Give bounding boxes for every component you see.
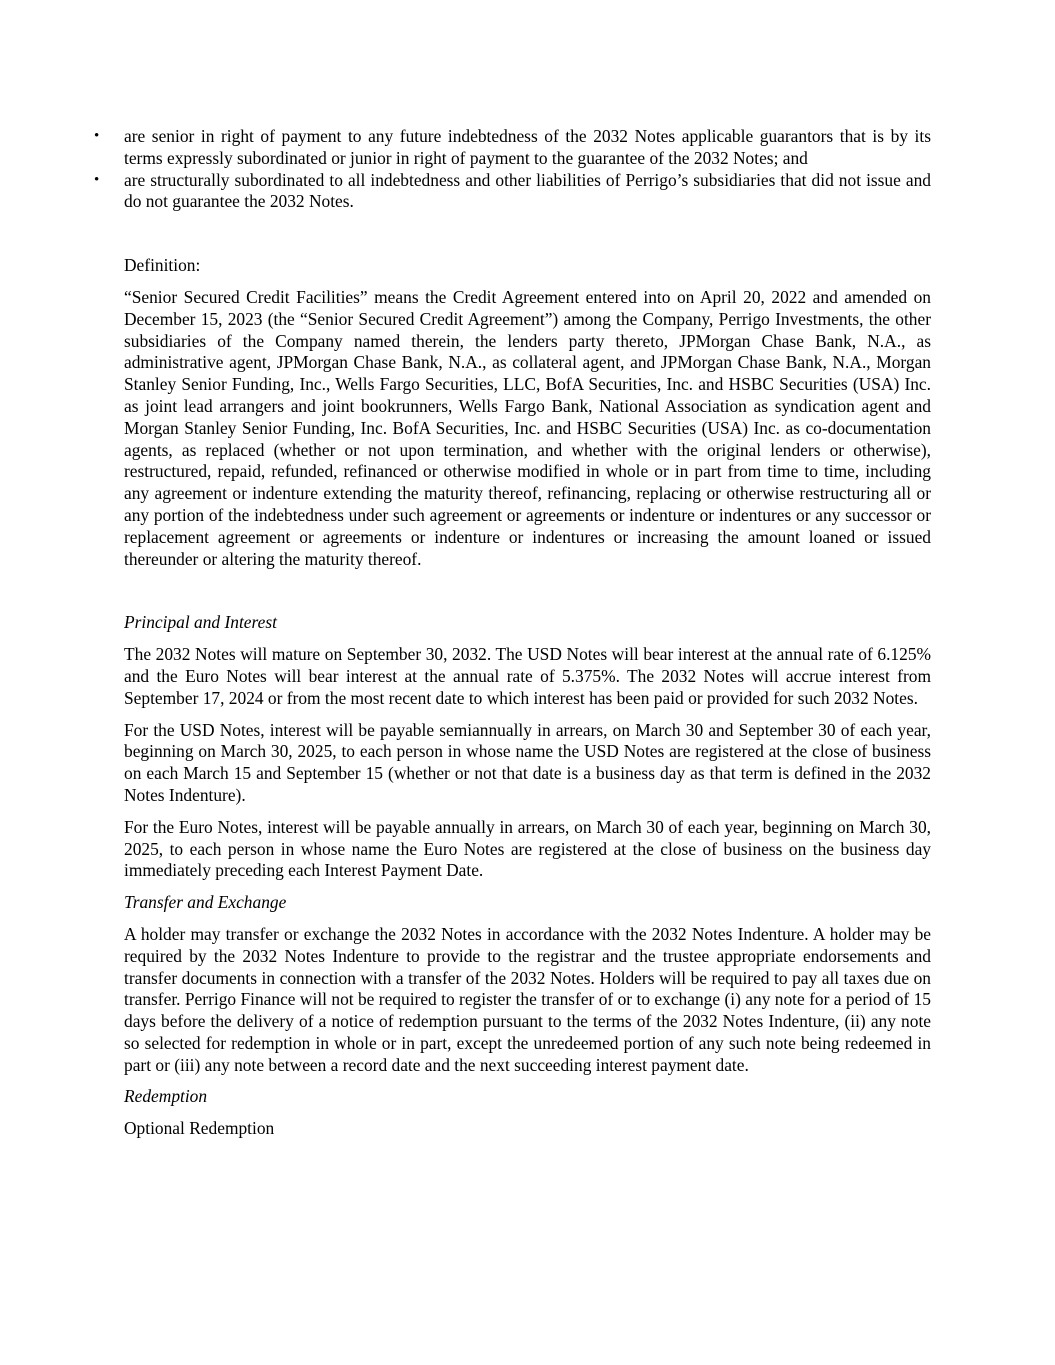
guarantee-bullet-list (94, 126, 931, 213)
document-body (94, 126, 931, 1140)
definition-paragraph: “Senior Secured Credit Facilities” means the Credit Agreement entered into on April 20, 2022 and amended on December 15, 2023 (the “Senior Secured Credit Agreement”) among the Company, Perrigo Investments, the other subsidiaries of the Company named therein, the lenders party thereto, JPMorgan Chase Bank, N.A., as administrative agent, JPMorgan Chase Bank, N.A., as collateral agent, and JPMorgan Chase Bank, N.A., Morgan Stanley Senior Funding, Inc., Wells Fargo Securities, LLC, BofA Securities, Inc. and HSBC Securities (USA) Inc. as joint lead arrangers and joint bookrunners, Wells Fargo Bank, National Association as syndication agent and Morgan Stanley Senior Funding, Inc. BofA Securities, Inc. and HSBC Securities (USA) Inc. as co-documentation agents, as replaced (whether or not upon termination, and whether with the original lenders or otherwise), restructured, repaid, refunded, refinanced or otherwise modified in whole or in part from time to time, including any agreement or indenture extending the maturity thereof, refinancing, replacing or otherwise restructuring all or any portion of the indebtedness under such agreement or agreements or indenture or indentures or any successor or replacement agreement or agreements or indenture or indentures or increasing the amount loaned or issued thereunder or altering the maturity thereof. (124, 286, 931, 569)
redemption-heading: Redemption (124, 1086, 208, 1107)
transfer-paragraph: A holder may transfer or exchange the 2032 Notes in accordance with the 2032 Notes Indenture. A holder may be required by the 2032 Notes Indenture to provide to the registrar and the trustee appropriate endorsements and transfer documents in connection with a transfer of the 2032 Notes. Holders will be required to pay all taxes due on transfer. Perrigo Finance will not be required to register the transfer of or to exchange (i) any note for a period of 15 days before the delivery of a notice of redemption pursuant to the terms of the 2032 Notes Indenture, (ii) any note so selected for redemption in whole or in part, except the unredeemed portion of any such note being redeemed in part or (iii) any note between a record date and the next succeeding interest payment date. (124, 923, 931, 1075)
list-item (62, 126, 931, 170)
principal-interest-heading: Principal and Interest (124, 612, 277, 633)
bullet-text: are structurally subordinated to all indebtedness and other liabilities of Perrigo’s subsidiaries that did not issue and do not guarantee the 2032 Notes. (124, 169, 931, 212)
principal-paragraph-euro: For the Euro Notes, interest will be payable annually in arrears, on March 30 of each year, beginning on March 30, 2025, to each person in whose name the Euro Notes are registered at the close of business on the business day immediately preceding each Interest Payment Date. (124, 816, 931, 881)
bullet-text: are senior in right of payment to any future indebtedness of the 2032 Notes applicable guarantors that is by its terms expressly subordinated or junior in right of payment to the guarantee of the 2032 Notes; and (124, 126, 931, 168)
principal-paragraph-usd: For the USD Notes, interest will be payable semiannually in arrears, on March 30 and September 30 of each year, beginning on March 30, 2025, to each person in whose name the USD Notes are registered at the close of business on each March 15 and September 15 (whether or not that date is a business day as that term is defined in the 2032 Notes Indenture). (124, 719, 931, 805)
definition-label: Definition: (124, 255, 201, 276)
principal-paragraph-maturity: The 2032 Notes will mature on September 30, 2032. The USD Notes will bear interest at the annual rate of 6.125% and the Euro Notes will bear interest at the annual rate of 5.375%. The 2032 Notes will accrue interest from September 17, 2024 or from the most recent date to which interest has been paid or provided for such 2032 Notes. (124, 644, 931, 708)
transfer-exchange-heading: Transfer and Exchange (124, 892, 287, 913)
bullet-icon: • (94, 171, 100, 188)
bullet-icon: • (94, 128, 100, 144)
list-item (62, 170, 931, 214)
optional-redemption-subheading: Optional Redemption (124, 1118, 275, 1139)
